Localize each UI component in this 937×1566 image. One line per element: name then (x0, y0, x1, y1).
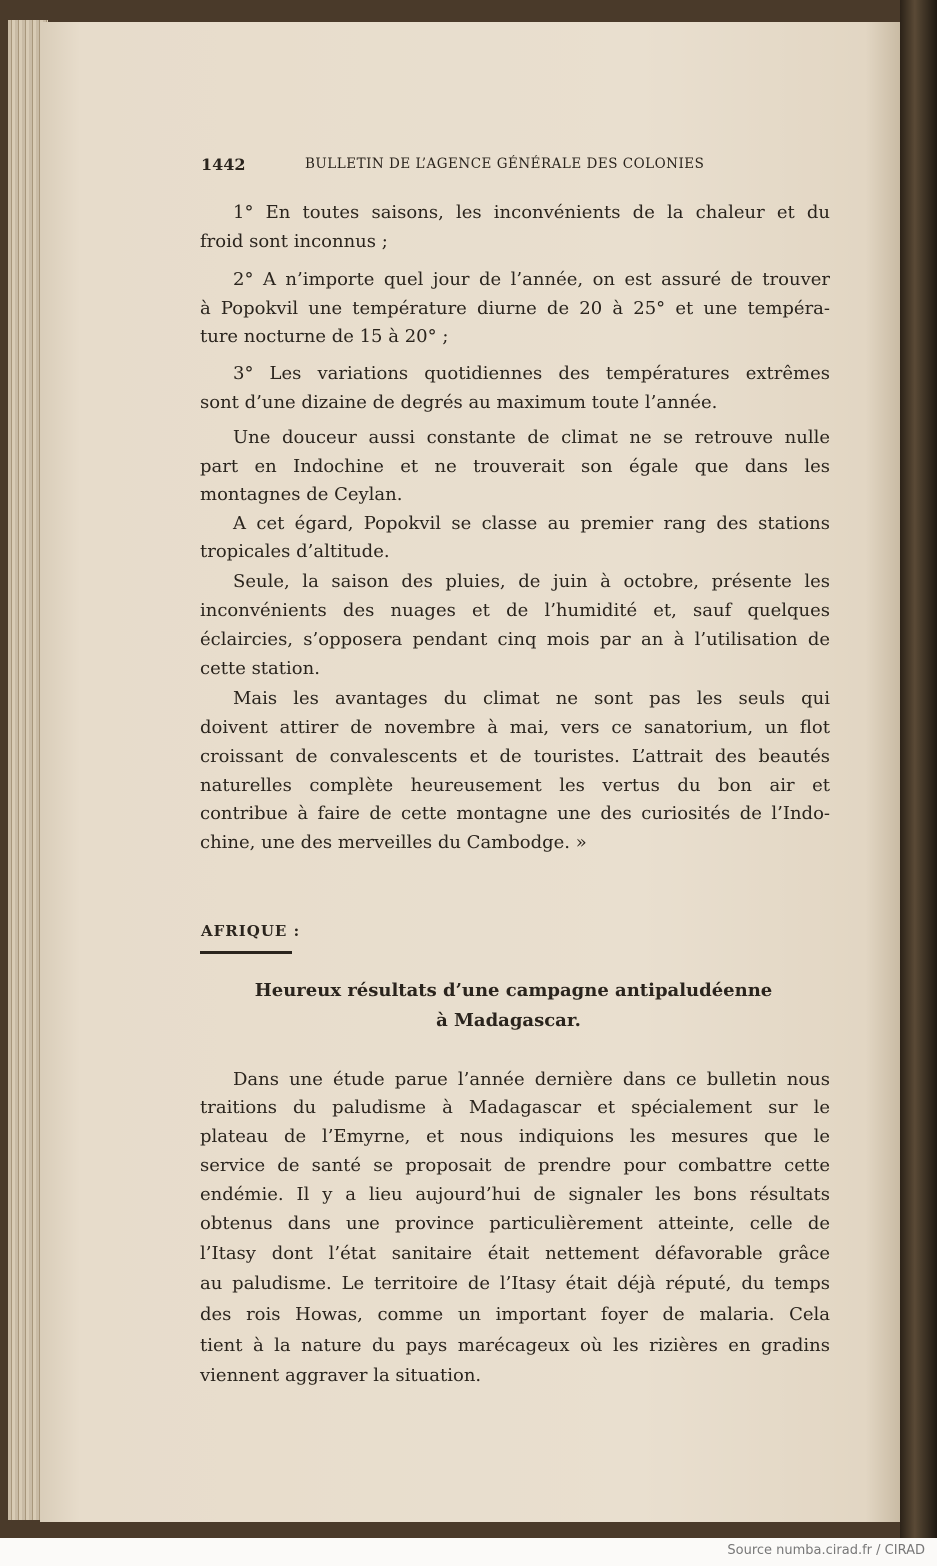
text-line: froid sont inconnus ; (200, 231, 388, 252)
text-line: doivent attirer de novembre à mai, vers ce sanatorium, un flot (200, 717, 830, 738)
text-line: naturelles complète heureusement les vertus du bon air et (200, 775, 830, 796)
text-line: 3° Les variations quotidiennes des températures extrêmes (233, 363, 830, 384)
text-line: montagnes de Ceylan. (200, 484, 403, 505)
text-line: 2° A n’importe quel jour de l’année, on est assuré de trouver (233, 269, 830, 290)
text-line: au paludisme. Le territoire de l’Itasy était déjà réputé, du temps (200, 1273, 830, 1294)
text-line: traitions du paludisme à Madagascar et spécialement sur le (200, 1097, 830, 1118)
text-line: tropicales d’altitude. (200, 541, 390, 562)
text-line: croissant de convalescents et de touristes. L’attrait des beautés (200, 746, 830, 767)
text-line: des rois Howas, comme un important foyer de malaria. Cela (200, 1304, 830, 1325)
text-line: viennent aggraver la situation. (200, 1365, 482, 1386)
text-line: part en Indochine et ne trouverait son égale que dans les (200, 456, 830, 477)
book-binding (900, 0, 937, 1538)
text-line: éclaircies, s’opposera pendant cinq mois par an à l’utilisation de (200, 629, 830, 650)
text-line: Dans une étude parue l’année dernière dans ce bulletin nous (233, 1069, 830, 1090)
running-title: BULLETIN DE L’AGENCE GÉNÉRALE DES COLONIES (305, 156, 705, 172)
text-line: sont d’une dizaine de degrés au maximum toute l’année. (200, 392, 718, 413)
book-page (40, 22, 900, 1522)
text-line: obtenus dans une province particulièrement atteinte, celle de (200, 1213, 830, 1234)
text-line: l’Itasy dont l’état sanitaire était nettement défavorable grâce (200, 1243, 830, 1264)
section-rule (200, 951, 292, 954)
text-line: cette station. (200, 658, 320, 679)
text-line: A cet égard, Popokvil se classe au premier rang des stations (233, 513, 830, 534)
text-line: ture nocturne de 15 à 20° ; (200, 326, 449, 347)
article-title-line-2: à Madagascar. (436, 1010, 581, 1031)
text-line: chine, une des merveilles du Cambodge. » (200, 832, 587, 853)
source-credit: Source numba.cirad.fr / CIRAD (727, 1543, 925, 1558)
text-line: Mais les avantages du climat ne sont pas les seuls qui (233, 688, 830, 709)
text-line: Seule, la saison des pluies, de juin à octobre, présente les (233, 571, 830, 592)
text-line: plateau de l’Emyrne, et nous indiquions les mesures que le (200, 1126, 830, 1147)
text-line: service de santé se proposait de prendre pour combattre cette (200, 1155, 830, 1176)
text-line: inconvénients des nuages et de l’humidité et, sauf quelques (200, 600, 830, 621)
text-line: Une douceur aussi constante de climat ne se retrouve nulle (233, 427, 830, 448)
text-line: tient à la nature du pays marécageux où les rizières en gradins (200, 1335, 830, 1356)
text-line: 1° En toutes saisons, les inconvénients de la chaleur et du (233, 202, 830, 223)
text-line: à Popokvil une température diurne de 20 à 25° et une tempéra- (200, 298, 830, 319)
section-label: AFRIQUE : (201, 922, 301, 940)
text-line: contribue à faire de cette montagne une des curiosités de l’Indo- (200, 803, 830, 824)
article-title-line-1: Heureux résultats d’une campagne antipaludéenne (254, 980, 773, 1001)
page-number: 1442 (201, 155, 246, 174)
text-line: endémie. Il y a lieu aujourd’hui de signaler les bons résultats (200, 1184, 830, 1205)
